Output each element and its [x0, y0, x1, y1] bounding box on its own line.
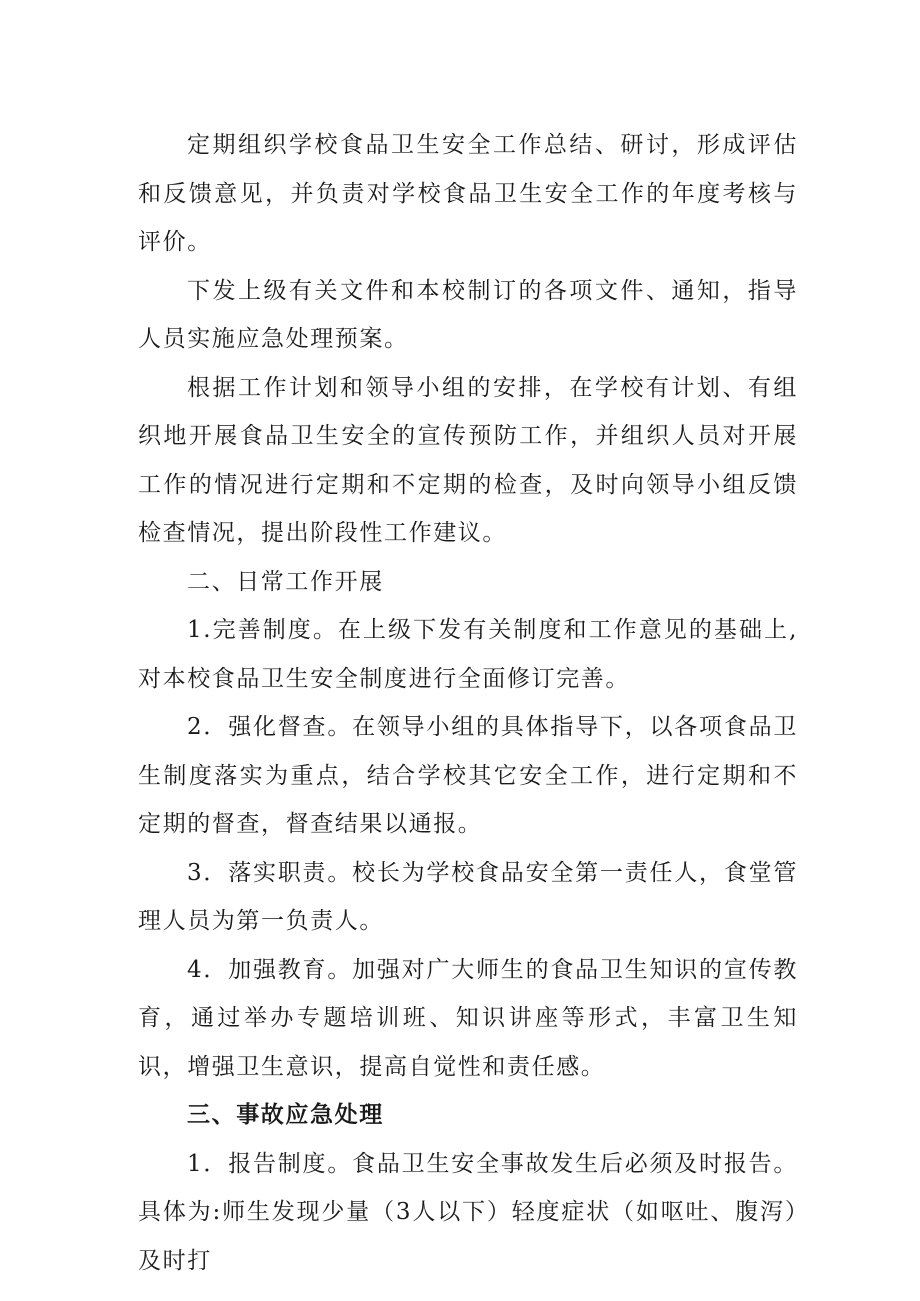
- section-heading-emergency: 三、事故应急处理: [187, 1102, 384, 1128]
- paragraph-distribute-documents: 下发上级有关文件和本校制订的各项文件、通知，指导人员实施应急处理预案。: [138, 277, 798, 352]
- item-strengthen-supervision: 2．强化督查。在领导小组的具体指导下，以各项食品卫生制度落实为重点，结合学校其它安全工作，进行定期和不定期的督查，督查结果以通报。: [138, 714, 798, 837]
- document-body: [138, 121, 798, 1285]
- item-strengthen-education: 4．加强教育。加强对广大师生的食品卫生知识的宣传教育，通过举办专题培训班、知识讲座等形式，丰富卫生知识，增强卫生意识，提高自觉性和责任感。: [138, 956, 798, 1080]
- paragraph-publicity-inspection: 根据工作计划和领导小组的安排，在学校有计划、有组织地开展食品卫生安全的宣传预防工作，并组织人员对开展工作的情况进行定期和不定期的检查，及时向领导小组反馈检查情况，提出阶段性工作建议。: [138, 374, 798, 546]
- paragraph-annual-review: 定期组织学校食品卫生安全工作总结、研讨，形成评估和反馈意见，并负责对学校食品卫生安全工作的年度考核与评价。: [138, 132, 798, 255]
- section-heading-daily-work: 二、日常工作开展: [187, 568, 384, 595]
- item-reporting-system: 1．报告制度。食品卫生安全事故发生后必须及时报告。具体为:师生发现少量（3人以下）轻度症状（如呕吐、腹泻）及时打: [138, 1150, 798, 1274]
- item-improve-system: 1.完善制度。在上级下发有关制度和工作意见的基础上,对本校食品卫生安全制度进行全面修订完善。: [138, 617, 798, 692]
- item-implement-responsibility: 3．落实职责。校长为学校食品安全第一责任人，食堂管理人员为第一负责人。: [138, 859, 798, 934]
